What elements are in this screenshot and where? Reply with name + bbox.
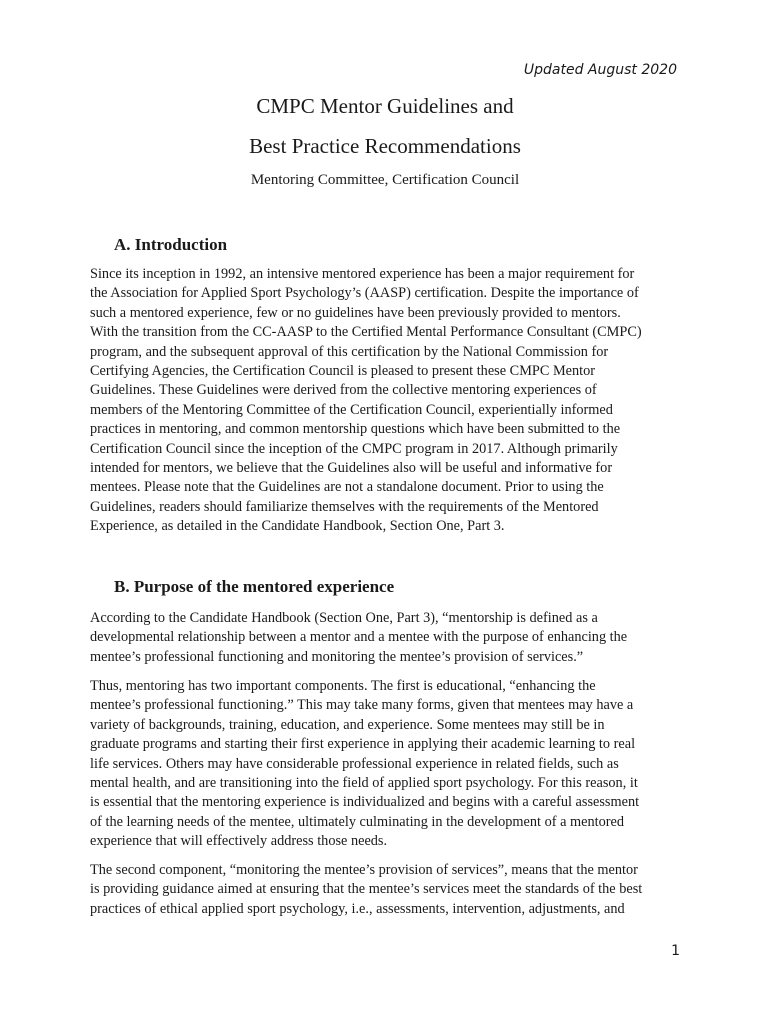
document-title-line-2: Best Practice Recommendations bbox=[249, 134, 521, 158]
text-line: developmental relationship between a mentor and a mentee with the purpose of enhancing the bbox=[90, 629, 628, 646]
text-line: of the learning needs of the mentee, ultimately culminating in the development of a mentored bbox=[90, 813, 624, 830]
text-line: Experience, as detailed in the Candidate Handbook, Section One, Part 3. bbox=[90, 518, 505, 535]
text-line: With the transition from the CC-AASP to the Certified Mental Performance Consultant (CMPC) bbox=[90, 324, 642, 341]
text-line: Certifying Agencies, the Certification Council is pleased to present these CMPC Mentor bbox=[90, 363, 596, 380]
text-line: Guidelines, readers should familiarize themselves with the requirements of the Mentored bbox=[90, 498, 599, 515]
section-b-paragraph-3 bbox=[90, 861, 686, 919]
text-line: the Association for Applied Sport Psychology’s (AASP) certification. Despite the importance of bbox=[90, 285, 639, 302]
text-line: Guidelines. These Guidelines were derived from the collective mentoring experiences of bbox=[90, 382, 597, 399]
text-line: such a mentored experience, few or no guidelines have been previously provided to mentors. bbox=[90, 304, 621, 321]
document-title-line-1: CMPC Mentor Guidelines and bbox=[256, 94, 514, 118]
updated-date: Updated August 2020 bbox=[523, 62, 677, 78]
text-line: program, and the subsequent approval of this certification by the National Commission for bbox=[90, 343, 609, 360]
page-number: 1 bbox=[671, 943, 680, 959]
text-line: Thus, mentoring has two important components. The first is educational, “enhancing the bbox=[90, 678, 596, 694]
section-a-heading: A. Introduction bbox=[114, 235, 228, 254]
text-line: mentees. Please note that the Guidelines are not a standalone document. Prior to using the bbox=[90, 479, 604, 496]
text-line: mental health, and are transitioning into the field of applied sport psychology. For this reason, it bbox=[90, 775, 638, 792]
section-b-paragraph-1 bbox=[90, 609, 686, 667]
text-line: life services. Others may have considerable professional experience in related fields, such as bbox=[90, 755, 619, 772]
text-line: Since its inception in 1992, an intensive mentored experience has been a major requirement for bbox=[90, 266, 635, 282]
section-a-paragraph bbox=[90, 265, 686, 537]
text-line: According to the Candidate Handbook (Section One, Part 3), “mentorship is defined as a bbox=[90, 610, 598, 626]
text-line: intended for mentors, we believe that the Guidelines also will be useful and informative for bbox=[90, 460, 613, 477]
text-line: is essential that the mentoring experience is individualized and begins with a careful assessment bbox=[90, 794, 640, 811]
text-line: Certification Council since the inception of the CMPC program in 2017. Although primarily bbox=[90, 440, 618, 457]
document-subtitle: Mentoring Committee, Certification Council bbox=[250, 172, 520, 188]
text-line: mentee’s professional functioning and monitoring the mentee’s provision of services.” bbox=[90, 648, 584, 665]
section-b-heading: B. Purpose of the mentored experience bbox=[114, 577, 395, 596]
text-line: mentee’s professional functioning.” This may take many forms, given that mentees may have a bbox=[90, 697, 634, 714]
text-line: experience that will effectively address those needs. bbox=[90, 833, 388, 850]
section-b-paragraph-2 bbox=[90, 677, 686, 852]
text-line: practices in mentoring, and common mentorship questions which have been submitted to the bbox=[90, 421, 621, 438]
text-line: is providing guidance aimed at ensuring that the mentee’s services meet the standards of the best bbox=[90, 881, 643, 898]
text-line: The second component, “monitoring the mentee’s provision of services”, means that the mentor bbox=[90, 862, 638, 878]
text-line: graduate programs and starting their first experience in applying their academic learning to real bbox=[90, 736, 636, 753]
text-line: members of the Mentoring Committee of the Certification Council, experientially informed bbox=[90, 401, 613, 418]
text-line: variety of backgrounds, training, education, and experience. Some mentees may still be in bbox=[90, 716, 605, 733]
text-line: practices of ethical applied sport psychology, i.e., assessments, intervention, adjustments, and bbox=[90, 900, 625, 917]
